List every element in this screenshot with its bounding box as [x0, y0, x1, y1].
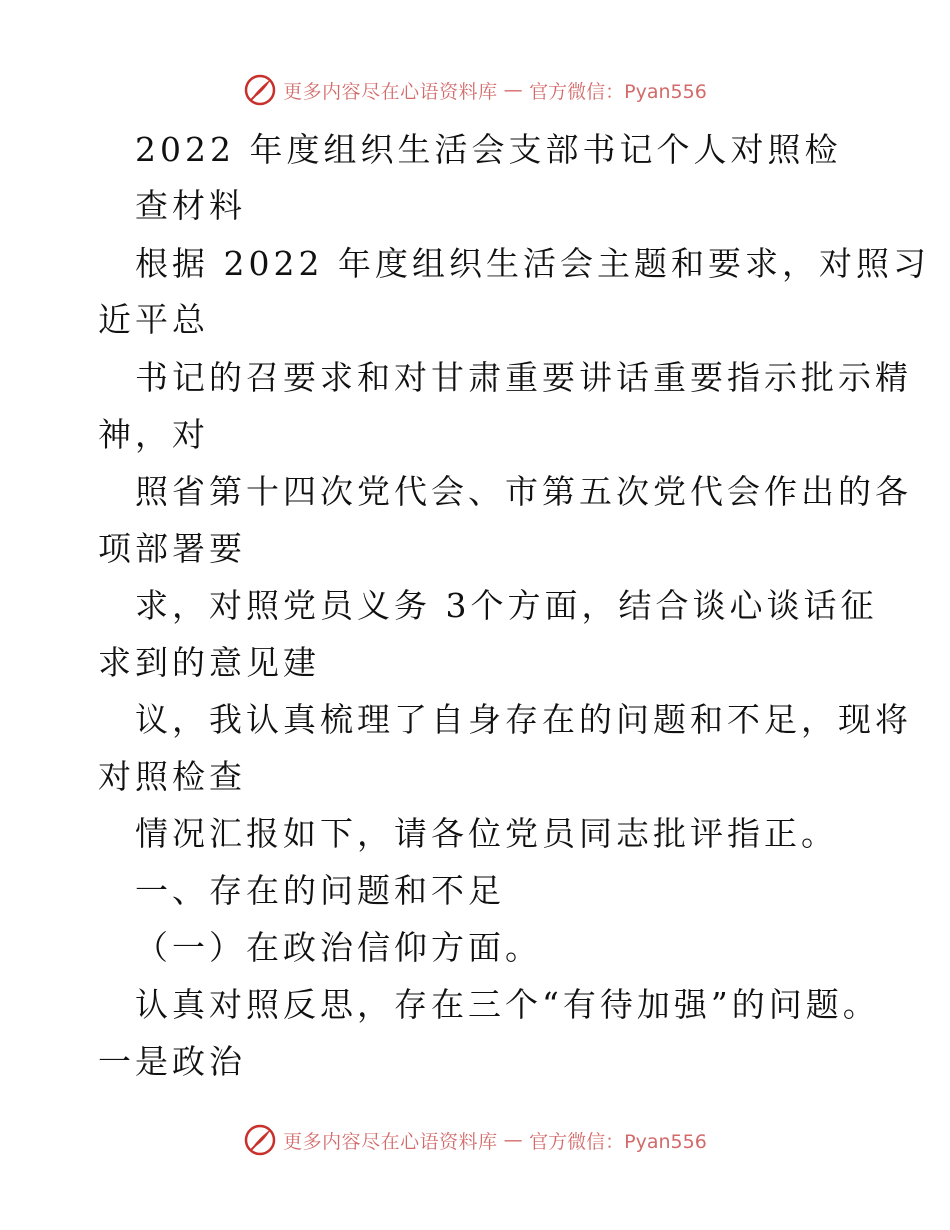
quill-logo-icon	[243, 1123, 277, 1157]
header-watermark	[0, 70, 950, 110]
quill-logo-icon	[243, 73, 277, 107]
paragraph-line: 近平总	[98, 300, 209, 339]
paragraph-line: 根据 2022 年度组织生活会主题和要求，对照习	[135, 244, 930, 283]
paragraph-line: 神，对	[98, 415, 209, 454]
paragraph-line: 照省第十四次党代会、市第五次党代会作出的各	[135, 472, 912, 511]
paragraph-line: 议，我认真梳理了自身存在的问题和不足，现将	[135, 700, 912, 739]
footer-watermark	[0, 1120, 950, 1160]
paragraph-line: 一是政治	[98, 1042, 246, 1081]
paragraph-line: 认真对照反思，存在三个“有待加强”的问题。	[135, 985, 880, 1024]
paragraph-line: 求，对照党员义务 3个方面，结合谈心谈话征	[135, 586, 878, 625]
paragraph-line: 对照检查	[98, 757, 246, 796]
watermark-wechat: 官方微信：Pyan556	[529, 1130, 707, 1153]
subsection-heading: （一）在政治信仰方面。	[135, 928, 542, 967]
title-line-2: 查材料	[135, 186, 246, 225]
paragraph-line: 书记的召要求和对甘肃重要讲话重要指示批示精	[135, 358, 912, 397]
watermark-wechat: 官方微信：Pyan556	[529, 80, 707, 103]
section-heading: 一、存在的问题和不足	[135, 871, 505, 910]
watermark-text: 更多内容尽在心语资料库	[283, 1130, 498, 1153]
paragraph-line: 情况汇报如下，请各位党员同志批评指正。	[135, 814, 838, 853]
watermark-separator: —	[503, 79, 524, 101]
paragraph-line: 项部署要	[98, 529, 246, 568]
paragraph-line: 求到的意见建	[98, 643, 320, 682]
watermark-separator: —	[503, 1129, 524, 1151]
title-line-1: 2022 年度组织生活会支部书记个人对照检	[135, 130, 842, 169]
watermark-text: 更多内容尽在心语资料库	[283, 80, 498, 103]
